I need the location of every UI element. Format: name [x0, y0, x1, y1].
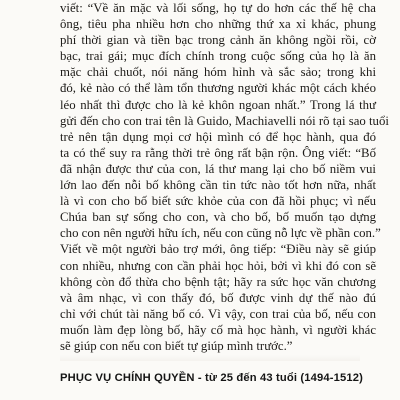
- text-line: bạc, trai gái; mục đích chính trong cuộc sống của họ là ăn: [60, 49, 376, 64]
- text-line: cho con nên người hữu ích, nếu con cũng nỗ lực về phần con.”: [60, 226, 381, 241]
- text-line: viết: “Về ăn mặc và lối sống, họ tự do hơn các thế hệ cha: [60, 1, 376, 15]
- body-paragraph: [60, 0, 389, 354]
- show-through-shadow: [60, 355, 360, 361]
- running-head: PHỤC VỤ CHÍNH QUYỀN - từ 25 đến 43 tuổi (1494-1512): [60, 372, 363, 384]
- text-line: sẽ giúp con nếu con biết tự giúp mình trước.”: [60, 338, 293, 353]
- text-line: phí thời gian và tiền bạc trong cảnh ăn không ngồi rồi, cờ: [60, 33, 376, 48]
- text-line: con nhiều, nhưng con cần phải học hỏi, bởi vì khi đó con sẽ: [60, 258, 376, 273]
- text-line: đó, kẻ nào có thể làm tổn thương người khác một cách khéo: [60, 81, 376, 96]
- text-line: léo nhất thì được cho là kẻ khôn ngoan nhất.” Trong lá thư: [60, 97, 376, 112]
- text-line: không còn đổ thừa cho bệnh tật; hãy ra sức học văn chương: [60, 274, 376, 289]
- text-line: mặc chải chuốt, nói năng hóm hỉnh và sắc sảo; trong khi: [60, 65, 376, 80]
- text-line: gửi đến cho con trai tên là Guido, Machiavelli nói rõ tại sao tuổi: [60, 113, 389, 128]
- text-line: Chúa ban sự sống cho con, và cho bố, bố muốn tạo dựng: [60, 210, 376, 225]
- text-line: ta có thể suy ra rằng thời trẻ ông rất bận rộn. Ông viết: “Bố: [60, 145, 376, 160]
- text-line: chỉ với chút tài năng bố có. Vì vậy, con trai của bố, nếu con: [60, 306, 376, 321]
- text-line: lớn lao đến nỗi bố không cần tin tức nào tốt hơn nữa, nhất: [60, 178, 376, 193]
- text-line: Viết về một người bảo trợ mới, ông tiếp: “Điều này sẽ giúp: [60, 242, 376, 257]
- text-line: trẻ nên tận dụng mọi cơ hội mình có để học hành, qua đó: [60, 129, 376, 144]
- text-line: ông, tiêu pha nhiều hơn cho những thứ xa xỉ khác, phung: [60, 17, 376, 32]
- text-line: là vì con cho bố biết sức khỏe của con đã hồi phục; vì nếu: [60, 194, 376, 209]
- text-line: đã nhận được thư của con, lá thư mang lại cho bố niềm vui: [60, 161, 376, 176]
- text-line: muốn làm đẹp lòng bố, hãy cố mà học hành, vì người khác: [60, 322, 376, 337]
- text-line: và âm nhạc, vì con thấy đó, bố được vinh dự thế nào đú: [60, 290, 376, 305]
